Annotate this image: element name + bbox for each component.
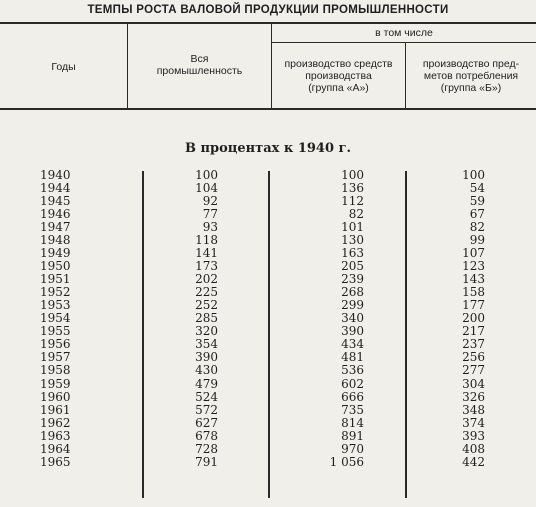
group-a-cell: 1 056: [329, 454, 364, 469]
header-years: [0, 61, 127, 73]
all-industry-cell: 524: [195, 389, 218, 404]
header-group-a-line1: производство средств: [284, 58, 393, 70]
table-row: [0, 195, 536, 208]
all-industry-cell: 572: [195, 402, 218, 417]
header-including: [272, 27, 536, 39]
header-including-rule: [271, 42, 536, 43]
all-industry-cell: 627: [195, 415, 218, 430]
table-row: [0, 221, 536, 234]
table-row: [0, 378, 536, 391]
header-bottom-rule: [0, 108, 536, 110]
table-row: [0, 417, 536, 430]
group-b-cell: 408: [462, 441, 485, 456]
table-row: [0, 299, 536, 312]
header-group-a-line2: производства: [305, 70, 372, 82]
group-a-cell: 434: [341, 337, 364, 352]
header-group-a: [272, 58, 405, 94]
year-cell: 1958: [40, 363, 71, 378]
group-b-cell: 158: [462, 285, 485, 300]
table-row: [0, 443, 536, 456]
group-a-cell: 340: [341, 311, 364, 326]
table-row: [0, 273, 536, 286]
table-row: [0, 286, 536, 299]
all-industry-cell: 141: [195, 246, 218, 261]
table-row: [0, 351, 536, 364]
all-industry-cell: 77: [202, 207, 218, 222]
group-a-cell: 82: [348, 207, 364, 222]
all-industry-cell: 728: [195, 441, 218, 456]
year-cell: 1963: [40, 428, 71, 443]
header-all-industry-line2: промышленность: [156, 65, 243, 77]
all-industry-cell: 791: [195, 454, 218, 469]
table-row: [0, 430, 536, 443]
year-cell: 1947: [40, 220, 71, 235]
year-cell: 1946: [40, 207, 71, 222]
header-top-rule: [0, 22, 536, 24]
group-b-cell: 54: [469, 181, 485, 196]
all-industry-cell: 678: [195, 428, 218, 443]
all-industry-cell: 173: [195, 259, 218, 274]
group-a-cell: 536: [341, 363, 364, 378]
all-industry-cell: 100: [195, 168, 218, 182]
all-industry-cell: 225: [195, 285, 218, 300]
group-a-cell: 970: [341, 441, 364, 456]
header-group-b: [406, 58, 536, 94]
group-b-cell: 348: [462, 402, 485, 417]
all-industry-cell: 390: [195, 350, 218, 365]
group-a-cell: 814: [341, 415, 364, 430]
group-a-cell: 100: [341, 168, 364, 182]
year-cell: 1960: [40, 389, 71, 404]
group-b-cell: 217: [462, 324, 485, 339]
group-b-cell: 393: [462, 428, 485, 443]
year-cell: 1948: [40, 233, 71, 248]
all-industry-cell: 202: [195, 272, 218, 287]
table-row: [0, 456, 536, 469]
group-a-cell: 602: [341, 376, 364, 391]
year-cell: 1961: [40, 402, 71, 417]
table-row: [0, 260, 536, 273]
group-b-cell: 374: [462, 415, 485, 430]
group-b-cell: 237: [462, 337, 485, 352]
table-row: [0, 312, 536, 325]
group-b-cell: 99: [469, 233, 485, 248]
table-row: [0, 325, 536, 338]
group-b-cell: 200: [462, 311, 485, 326]
all-industry-cell: 285: [195, 311, 218, 326]
group-a-cell: 481: [341, 350, 364, 365]
header-years-label: Годы: [51, 61, 76, 73]
table-row: [0, 234, 536, 247]
all-industry-cell: 92: [202, 194, 218, 209]
all-industry-cell: 354: [195, 337, 218, 352]
table-row: [0, 208, 536, 221]
year-cell: 1962: [40, 415, 71, 430]
group-a-cell: 666: [341, 389, 364, 404]
group-b-cell: 143: [462, 272, 485, 287]
group-a-cell: 101: [341, 220, 364, 235]
group-b-cell: 442: [462, 454, 485, 469]
year-cell: 1949: [40, 246, 71, 261]
group-a-cell: 268: [341, 285, 364, 300]
header-group-b-line2: метов потребления: [423, 70, 519, 82]
all-industry-cell: 479: [195, 376, 218, 391]
year-cell: 1956: [40, 337, 71, 352]
year-cell: 1944: [40, 181, 71, 196]
group-a-cell: 239: [341, 272, 364, 287]
year-cell: 1964: [40, 441, 71, 456]
group-a-cell: 136: [341, 181, 364, 196]
year-cell: 1951: [40, 272, 71, 287]
table-row: [0, 404, 536, 417]
all-industry-cell: 320: [195, 324, 218, 339]
year-cell: 1959: [40, 376, 71, 391]
section-title: В процентах к 1940 г.: [184, 141, 352, 156]
group-a-cell: 891: [341, 428, 364, 443]
all-industry-cell: 118: [195, 233, 218, 248]
group-b-cell: 304: [462, 376, 485, 391]
group-b-cell: 59: [469, 194, 485, 209]
table-row: [0, 338, 536, 351]
group-a-cell: 163: [341, 246, 364, 261]
group-b-cell: 277: [462, 363, 485, 378]
all-industry-cell: 93: [202, 220, 218, 235]
table-title: ТЕМПЫ РОСТА ВАЛОВОЙ ПРОДУКЦИИ ПРОМЫШЛЕННОСТИ: [87, 4, 449, 16]
group-b-cell: 326: [462, 389, 485, 404]
year-cell: 1965: [40, 454, 71, 469]
year-cell: 1954: [40, 311, 71, 326]
year-cell: 1952: [40, 285, 71, 300]
year-cell: 1955: [40, 324, 71, 339]
all-industry-cell: 430: [195, 363, 218, 378]
table-row: [0, 169, 536, 182]
year-cell: 1940: [40, 168, 71, 182]
group-a-cell: 299: [341, 298, 364, 313]
group-b-cell: 100: [462, 168, 485, 182]
data-rows: [0, 169, 536, 469]
group-a-cell: 390: [341, 324, 364, 339]
header-all-industry-line1: Вся: [190, 53, 209, 65]
group-a-cell: 130: [341, 233, 364, 248]
group-a-cell: 735: [341, 402, 364, 417]
group-b-cell: 177: [462, 298, 485, 313]
table-row: [0, 182, 536, 195]
group-b-cell: 82: [469, 220, 485, 235]
year-cell: 1953: [40, 298, 71, 313]
group-b-cell: 123: [462, 259, 485, 274]
all-industry-cell: 252: [195, 298, 218, 313]
year-cell: 1957: [40, 350, 71, 365]
header-group-a-line3: (группа «А»): [308, 82, 369, 94]
header-group-b-line3: (группа «Б»): [440, 82, 502, 94]
header-all-industry: [128, 53, 271, 77]
group-a-cell: 205: [341, 259, 364, 274]
group-a-cell: 112: [341, 194, 364, 209]
header-group-b-line1: производство пред-: [422, 58, 520, 70]
table-row: [0, 247, 536, 260]
group-b-cell: 67: [469, 207, 485, 222]
year-cell: 1945: [40, 194, 71, 209]
year-cell: 1950: [40, 259, 71, 274]
header-including-label: в том числе: [375, 27, 433, 39]
group-b-cell: 256: [462, 350, 485, 365]
table-row: [0, 391, 536, 404]
group-b-cell: 107: [462, 246, 485, 261]
all-industry-cell: 104: [195, 181, 218, 196]
table-row: [0, 364, 536, 377]
